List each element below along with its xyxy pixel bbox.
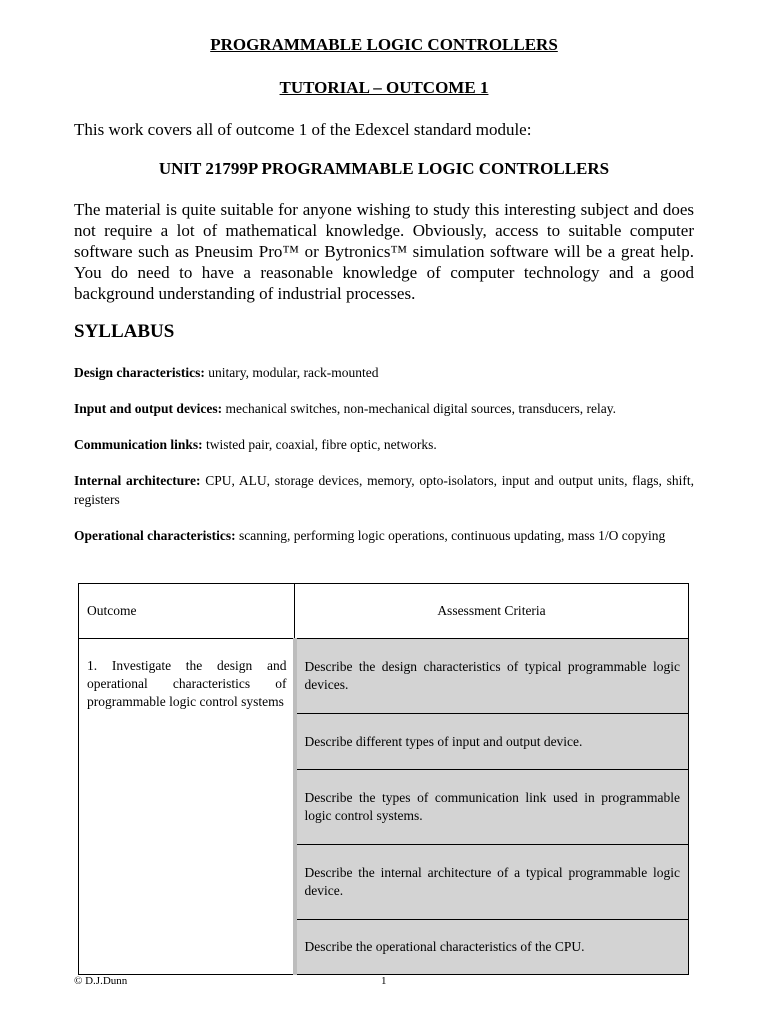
criterion-cell	[295, 920, 689, 975]
criterion-text: Describe the design characteristics of typical programmable logic devices.	[304, 659, 680, 692]
assessment-table	[78, 583, 689, 975]
intro-text: This work covers all of outcome 1 of the Edexcel standard module:	[74, 120, 532, 139]
criterion-text: Describe different types of input and output device.	[304, 734, 583, 749]
syllabus-item-io-devices	[74, 399, 694, 418]
outcome-cell: 1. Investigate the design and operational characteristics of programmable logic control systems	[79, 639, 295, 975]
syllabus-item-label: Input and output devices:	[74, 401, 223, 416]
table-header-row	[79, 584, 689, 639]
syllabus-item-architecture	[74, 471, 694, 509]
header-criteria: Assessment Criteria	[295, 584, 689, 639]
criterion-text: Describe the types of communication link used in programmable logic control systems.	[304, 790, 680, 823]
syllabus-item-label: Communication links:	[74, 437, 203, 452]
unit-title: UNIT 21799P PROGRAMMABLE LOGIC CONTROLLERS	[158, 159, 610, 178]
page-number: 1	[381, 975, 387, 987]
syllabus-item-text: unitary, modular, rack-mounted	[208, 365, 379, 380]
criterion-cell	[295, 770, 689, 845]
syllabus-item-text: scanning, performing logic operations, continuous updating, mass 1/O copying	[238, 528, 666, 543]
criterion-cell	[295, 845, 689, 920]
document-subtitle: TUTORIAL – OUTCOME 1	[279, 78, 489, 97]
description-paragraph: The material is quite suitable for anyone wishing to study this interesting subject and does not require a lot of mathematical knowledge. Obviously, access to suitable computer software such as Pneusim Pro™ or Bytronics™ simulation software will be a great help. You do need to have a reasonable knowledge of computer technology and a good background understanding of industrial processes.	[74, 200, 694, 303]
syllabus-item-communication	[74, 435, 694, 454]
syllabus-item-text: CPU, ALU, storage devices, memory, opto-isolators, input and output units, flags, shift, registers	[74, 473, 694, 507]
criterion-cell	[295, 639, 689, 714]
syllabus-item-operational	[74, 526, 694, 545]
table-row	[79, 639, 689, 714]
syllabus-item-design	[74, 363, 694, 382]
syllabus-item-label: Internal architecture:	[74, 473, 201, 488]
syllabus-heading: SYLLABUS	[74, 321, 175, 342]
footer-author: © D.J.Dunn	[74, 975, 128, 987]
criterion-text: Describe the internal architecture of a typical programmable logic device.	[304, 865, 680, 898]
syllabus-item-text: mechanical switches, non-mechanical digital sources, transducers, relay.	[225, 401, 617, 416]
criterion-cell	[295, 714, 689, 770]
syllabus-item-label: Design characteristics:	[74, 365, 205, 380]
syllabus-item-label: Operational characteristics:	[74, 528, 236, 543]
document-title: PROGRAMMABLE LOGIC CONTROLLERS	[210, 35, 558, 54]
syllabus-item-text: twisted pair, coaxial, fibre optic, networks.	[206, 437, 437, 452]
criterion-text: Describe the operational characteristics of the CPU.	[304, 939, 585, 954]
header-outcome: Outcome	[79, 584, 295, 639]
